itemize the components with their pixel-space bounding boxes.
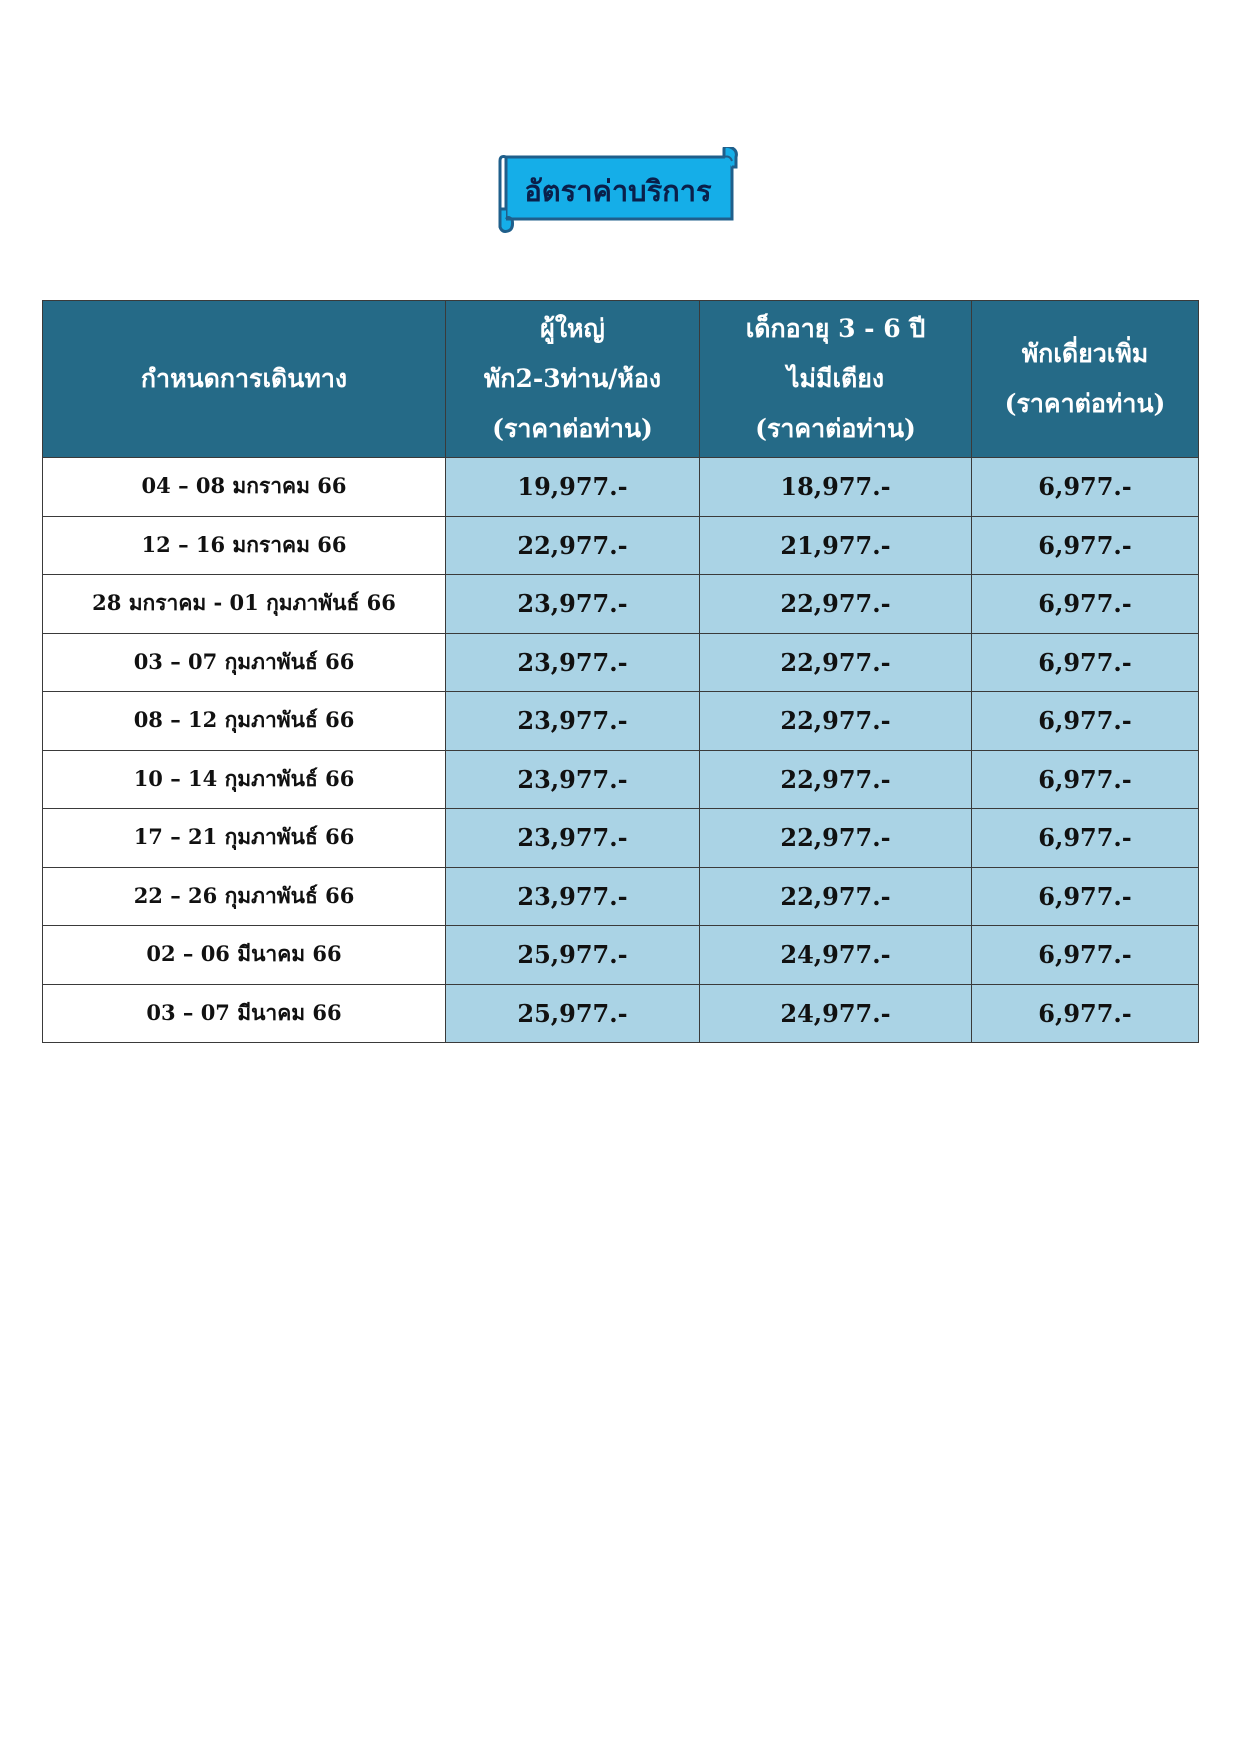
table-row bbox=[43, 458, 1199, 517]
header-adult-line-2: พัก2-3ท่าน/ห้อง bbox=[483, 364, 662, 393]
page-title-banner bbox=[488, 147, 748, 233]
travel-date-cell: 04 – 08 มกราคม 66 bbox=[43, 458, 446, 517]
header-child-line-1: เด็กอายุ 3 - 6 ปี bbox=[745, 314, 926, 343]
travel-date-cell: 03 – 07 กุมภาพันธ์ 66 bbox=[43, 633, 446, 692]
single-supplement-cell: 6,977.- bbox=[972, 633, 1199, 692]
child-price-cell: 24,977.- bbox=[700, 926, 972, 985]
adult-price-cell: 19,977.- bbox=[446, 458, 700, 517]
single-supplement-cell: 6,977.- bbox=[972, 458, 1199, 517]
table-row bbox=[43, 516, 1199, 575]
adult-price-cell: 23,977.- bbox=[446, 575, 700, 634]
header-single-line-2: (ราคาต่อท่าน) bbox=[1004, 389, 1166, 418]
travel-date-cell: 28 มกราคม - 01 กุมภาพันธ์ 66 bbox=[43, 575, 446, 634]
child-price-cell: 22,977.- bbox=[700, 575, 972, 634]
single-supplement-cell: 6,977.- bbox=[972, 575, 1199, 634]
child-price-cell: 22,977.- bbox=[700, 750, 972, 809]
table-row bbox=[43, 633, 1199, 692]
header-single-supplement bbox=[972, 301, 1199, 458]
header-child-line-3: (ราคาต่อท่าน) bbox=[755, 414, 916, 443]
table-row bbox=[43, 984, 1199, 1043]
travel-date-cell: 08 – 12 กุมภาพันธ์ 66 bbox=[43, 692, 446, 751]
table-row bbox=[43, 692, 1199, 751]
adult-price-cell: 23,977.- bbox=[446, 809, 700, 868]
adult-price-cell: 23,977.- bbox=[446, 867, 700, 926]
single-supplement-cell: 6,977.- bbox=[972, 516, 1199, 575]
child-price-cell: 22,977.- bbox=[700, 867, 972, 926]
adult-price-cell: 23,977.- bbox=[446, 692, 700, 751]
header-adult-line-1: ผู้ใหญ่ bbox=[540, 314, 605, 343]
table-row bbox=[43, 867, 1199, 926]
single-supplement-cell: 6,977.- bbox=[972, 692, 1199, 751]
child-price-cell: 22,977.- bbox=[700, 809, 972, 868]
travel-date-cell: 17 – 21 กุมภาพันธ์ 66 bbox=[43, 809, 446, 868]
header-child-price bbox=[700, 301, 972, 458]
adult-price-cell: 25,977.- bbox=[446, 984, 700, 1043]
single-supplement-cell: 6,977.- bbox=[972, 750, 1199, 809]
table-row bbox=[43, 575, 1199, 634]
travel-date-cell: 12 – 16 มกราคม 66 bbox=[43, 516, 446, 575]
single-supplement-cell: 6,977.- bbox=[972, 926, 1199, 985]
travel-date-cell: 03 – 07 มีนาคม 66 bbox=[43, 984, 446, 1043]
header-travel-date: กำหนดการเดินทาง bbox=[43, 301, 446, 458]
adult-price-cell: 25,977.- bbox=[446, 926, 700, 985]
header-child-line-2: ไม่มีเตียง bbox=[786, 364, 885, 393]
header-adult-price bbox=[446, 301, 700, 458]
price-table bbox=[42, 300, 1199, 1043]
travel-date-cell: 02 – 06 มีนาคม 66 bbox=[43, 926, 446, 985]
child-price-cell: 21,977.- bbox=[700, 516, 972, 575]
single-supplement-cell: 6,977.- bbox=[972, 809, 1199, 868]
table-row bbox=[43, 809, 1199, 868]
header-single-line-1: พักเดี่ยวเพิ่ม bbox=[1021, 339, 1149, 368]
child-price-cell: 24,977.- bbox=[700, 984, 972, 1043]
table-header-row bbox=[43, 301, 1199, 458]
travel-date-cell: 10 – 14 กุมภาพันธ์ 66 bbox=[43, 750, 446, 809]
child-price-cell: 18,977.- bbox=[700, 458, 972, 517]
adult-price-cell: 23,977.- bbox=[446, 633, 700, 692]
travel-date-cell: 22 – 26 กุมภาพันธ์ 66 bbox=[43, 867, 446, 926]
child-price-cell: 22,977.- bbox=[700, 633, 972, 692]
header-adult-line-3: (ราคาต่อท่าน) bbox=[492, 414, 653, 443]
table-row bbox=[43, 750, 1199, 809]
child-price-cell: 22,977.- bbox=[700, 692, 972, 751]
page-title: อัตราค่าบริการ bbox=[524, 174, 712, 208]
adult-price-cell: 22,977.- bbox=[446, 516, 700, 575]
table-row bbox=[43, 926, 1199, 985]
adult-price-cell: 23,977.- bbox=[446, 750, 700, 809]
single-supplement-cell: 6,977.- bbox=[972, 867, 1199, 926]
single-supplement-cell: 6,977.- bbox=[972, 984, 1199, 1043]
